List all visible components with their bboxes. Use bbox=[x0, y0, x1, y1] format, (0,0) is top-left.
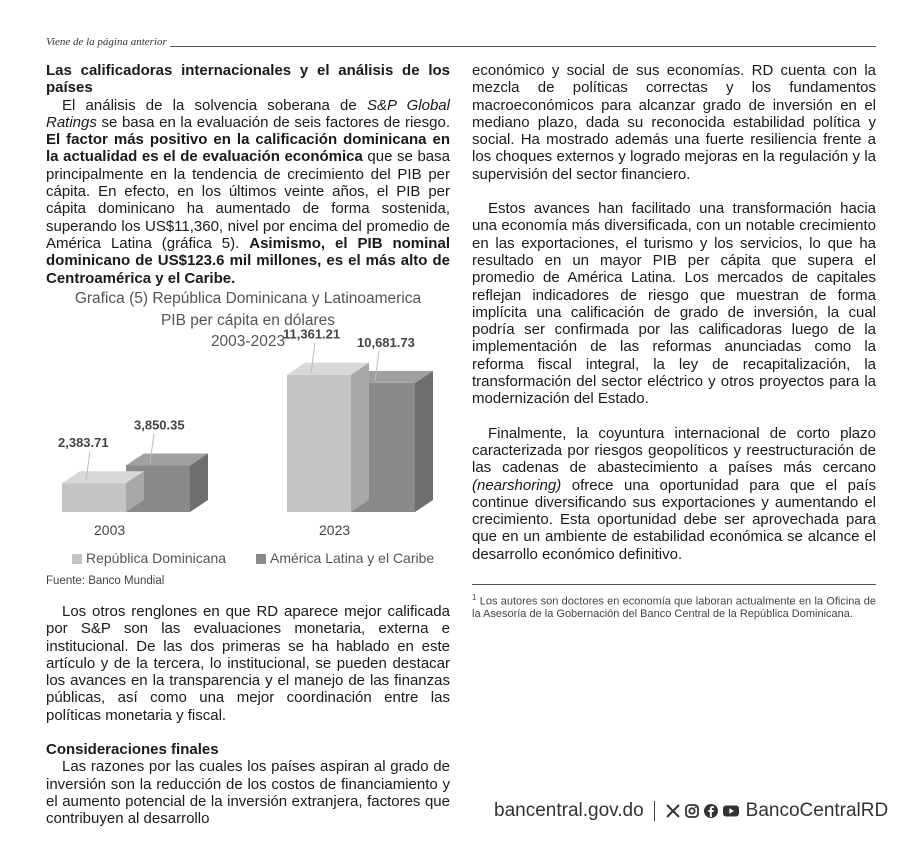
data-label: 10,681.73 bbox=[357, 334, 415, 350]
data-label: 3,850.35 bbox=[134, 417, 185, 433]
legend-swatch bbox=[256, 554, 266, 564]
bar-side bbox=[415, 371, 433, 512]
paragraph: Estos avances han facilitado una transformación hacia una economía más diversificada, con un notable crecimiento en las exportaciones, el turismo y los servicios, lo que ha resultado en un mayor PIB per cápita que supera el promedio de América Latina. Los mercados de capitales reflejan indicadores de riesgo que muestran de forma implícita una calificación de grado de inversión, la cual podría ser confirmada por las calificadoras luego de la implementación de las reformas anunciadas como la reforma fiscal integral, la ley de recapitalización, la transformación del sector eléctrico y otros proyectos para la modernización del Estado. bbox=[472, 200, 876, 408]
left-column-bottom bbox=[46, 603, 450, 828]
legend-swatch bbox=[72, 554, 82, 564]
divider bbox=[654, 801, 655, 821]
bar-front bbox=[287, 375, 351, 512]
x-tick-label: 2023 bbox=[319, 522, 351, 538]
paragraph: El análisis de la solvencia soberana de S&P Global Ratings se basa en la evaluación de seis factores de riesgo. El factor más positivo en la calificación dominicana en la actualidad es el de evaluación económica que se basa principalmente en la tendencia de crecimiento del PIB per cápita. En efecto, en los últimos veinte años, el PIB per cápita dominicano ha aumentado de forma sostenida, superando los US$11,360, nivel por encima del promedio de América Latina (gráfica 5). Asimismo, el PIB nominal dominicano de US$123.6 mil millones, es el más alto de Centroamérica y el Caribe. bbox=[46, 96, 450, 287]
header-rule bbox=[170, 46, 876, 47]
paragraph: Las razones por las cuales los países aspiran al grado de inversión son la reducción de los costos de financiamiento y el aumento potencial de la inversión extranjera, factores que contribuyen al desarrollo bbox=[46, 758, 450, 828]
bar-front bbox=[62, 483, 126, 512]
bar bbox=[287, 363, 369, 512]
bar-side bbox=[351, 363, 369, 512]
paragraph: Finalmente, la coyuntura internacional de corto plazo caracterizada por riesgos geopolíticos y reestructuración de las cadenas de abastecimiento a países más cercano (nearshoring) ofrece una oportunidad para que el país continue diversificando sus exportaciones y aumentando el crecimiento. Esta oportunidad debe ser aprovechada para que en un ambiente de estabilidad económica se alcance el desarrollo económico definitivo. bbox=[472, 424, 876, 563]
footnote-rule bbox=[472, 584, 876, 585]
continued-note: Viene de la página anterior bbox=[46, 36, 167, 48]
instagram-icon[interactable] bbox=[684, 803, 700, 819]
footnote: $^1$ Los autores son doctores en economía que laboran actualmente en la Oficina de la Asesoría de la Gobernación del Banco Central de la República Dominicana. bbox=[472, 593, 876, 621]
data-label: 2,383.71 bbox=[58, 435, 109, 451]
footer bbox=[494, 800, 888, 822]
x-tick-label: 2003 bbox=[94, 522, 126, 538]
x-icon[interactable] bbox=[665, 803, 681, 819]
bar bbox=[62, 471, 144, 512]
legend-item-latam: América Latina y el Caribe bbox=[256, 550, 434, 566]
chart-source: Fuente: Banco Mundial bbox=[46, 575, 165, 587]
section-heading: Las calificadoras internacionales y el análisis de los países bbox=[46, 62, 450, 97]
website-link[interactable]: bancentral.gov.do bbox=[494, 800, 644, 821]
paragraph: económico y social de sus economías. RD cuenta con la mezcla de políticas correctas y los fundamentos macroeconómicos para alcanzar grado de inversión en el mediano plazo, dada su reconocida estabilidad política y social. Ha mostrado además una fuerte resiliencia frente a los choques externos y logrado mejoras en la regulación y la supervisión del sector financiero. bbox=[472, 62, 876, 183]
section-heading: Consideraciones finales bbox=[46, 741, 219, 759]
youtube-icon[interactable] bbox=[722, 803, 740, 819]
paragraph: Los otros renglones en que RD aparece mejor calificada por S&P son las evaluaciones monetaria, externa e institucional. De las dos primeras se ha hablado en este artículo y de la tercera, lo institucional, se pueden destacar los avances en la transparencia y el manejo de las finanzas públicas, así como una mejor coordinación entre las políticas monetaria y fiscal. bbox=[46, 603, 450, 724]
chart-title: Grafica (5) República Dominicana y Latinoamerica PIB per cápita en dólares 2003-2023 bbox=[74, 290, 422, 350]
legend-item-rd: República Dominicana bbox=[72, 550, 226, 566]
social-handle[interactable]: BancoCentralRD bbox=[745, 800, 889, 821]
facebook-icon[interactable] bbox=[703, 803, 719, 819]
data-label: 11,361.21 bbox=[283, 326, 341, 342]
left-column-top bbox=[46, 62, 450, 287]
right-column bbox=[472, 62, 876, 563]
bar-chart bbox=[46, 326, 450, 575]
